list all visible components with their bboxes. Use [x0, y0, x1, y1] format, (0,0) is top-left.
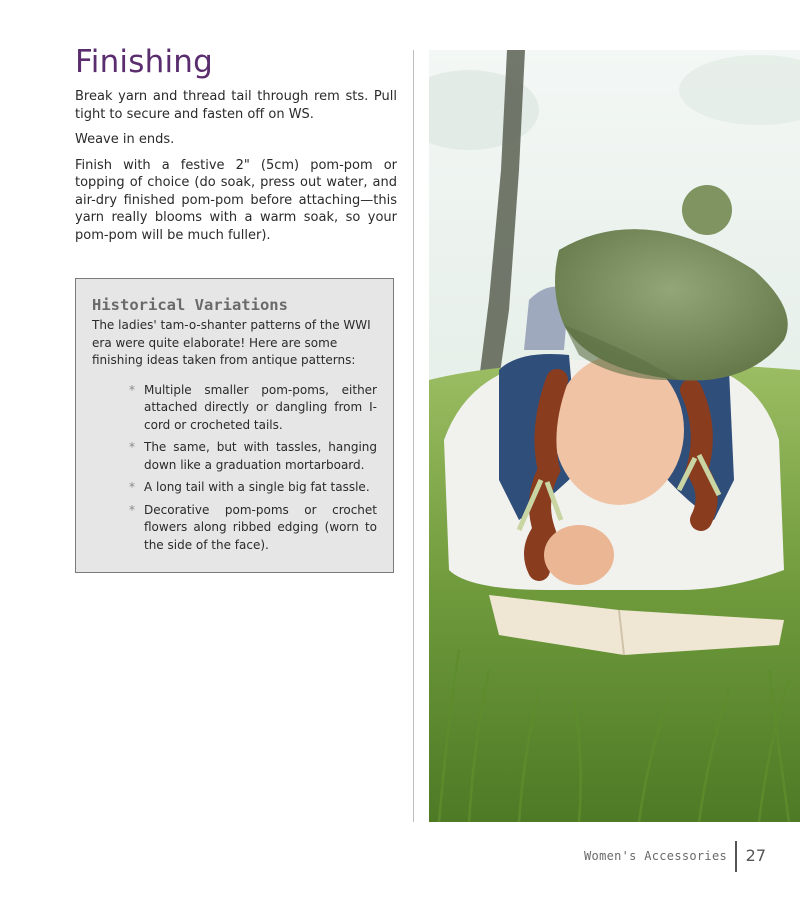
- historical-variations-box: [75, 278, 394, 573]
- bullet-icon: *: [129, 502, 135, 517]
- page-footer: [500, 838, 800, 872]
- list-item: [129, 439, 377, 474]
- photo-illustration: [429, 50, 800, 822]
- list-item-text: Decorative pom-poms or crochet flowers along ribbed edging (worn to the side of the face).: [144, 502, 377, 552]
- list-item: [129, 479, 377, 497]
- section-label: Women's Accessories: [584, 849, 727, 863]
- bullet-icon: *: [129, 382, 135, 397]
- footer-divider: [735, 841, 737, 872]
- page-number: 27: [745, 846, 766, 865]
- page-heading: Finishing: [75, 44, 213, 80]
- list-item-text: The same, but with tassles, hanging down like a graduation mortarboard.: [144, 440, 377, 472]
- body-text: [75, 88, 397, 252]
- photo-girl-reading: [429, 50, 800, 822]
- sidebar-title: Historical Variations: [92, 296, 288, 314]
- list-item: [129, 502, 377, 555]
- column-divider: [413, 50, 414, 822]
- paragraph-break-yarn: Break yarn and thread tail through rem sts. Pull tight to secure and fasten off on WS.: [75, 89, 397, 122]
- bullet-icon: *: [129, 480, 135, 494]
- list-item: [129, 382, 377, 435]
- sidebar-intro: The ladies' tam-o-shanter patterns of the WWI era were quite elaborate! Here are some finishing ideas taken from antique patterns:: [92, 318, 371, 367]
- list-item-text: A long tail with a single big fat tassle.: [144, 480, 370, 494]
- paragraph-pom-pom: Finish with a festive 2" (5cm) pom-pom or topping of choice (do soak, press out water, and air-dry finished pom-pom before attaching—this yarn really blooms with a warm soak, so your pom-pom will be much fuller).: [75, 157, 397, 243]
- bullet-icon: *: [129, 440, 135, 454]
- sidebar-list: [92, 382, 377, 555]
- list-item-text: Multiple smaller pom-poms, either attached directly or dangling from I-cord or crocheted tails.: [144, 382, 377, 432]
- paragraph-weave-ends: Weave in ends.: [75, 132, 175, 147]
